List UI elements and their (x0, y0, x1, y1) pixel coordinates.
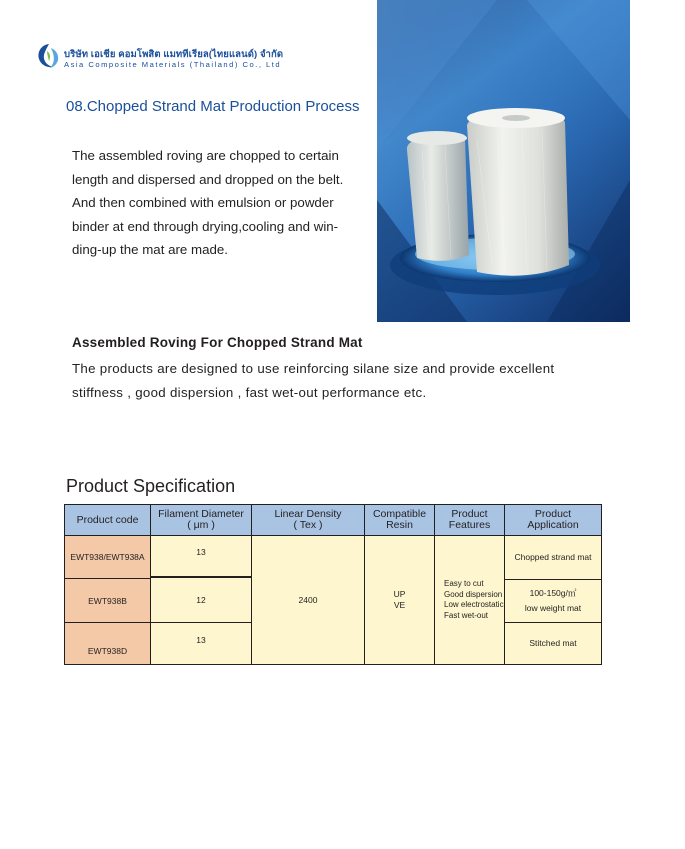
resin-value: UP (393, 589, 406, 599)
header-unit: ( μm ) (187, 519, 215, 531)
intro-line: length and dispersed and dropped on the belt. (72, 171, 344, 187)
product-code: EWT938B (88, 595, 127, 606)
spec-title: Product Specification (66, 476, 236, 496)
product-code: EWT938/EWT938A (70, 552, 145, 562)
feature-item: Fast wet-out (444, 610, 489, 620)
application-value: Stitched mat (529, 638, 577, 648)
spec-table (64, 504, 602, 665)
company-name-thai: บริษัท เอเชีย คอมโพสิต แมททีเรียล(ไทยแลนด์) จำกัด (64, 49, 284, 60)
process-description (72, 144, 377, 262)
application-value: low weight mat (524, 603, 582, 613)
application-cell (504, 535, 602, 580)
header-product-code (64, 504, 151, 536)
filament-cell (150, 622, 252, 665)
feature-item: Good dispersion (444, 589, 503, 599)
header-label: Features (448, 519, 491, 531)
application-cell (504, 579, 602, 623)
header-label: Compatible (372, 508, 427, 520)
company-name-english: Asia Composite Materials (Thailand) Co., Ltd (64, 60, 282, 69)
product-code-cell (64, 578, 151, 623)
product-code-cell (64, 622, 151, 665)
filament-value: 12 (196, 595, 206, 605)
header-compatible-resin (364, 504, 435, 536)
header-product-application (504, 504, 602, 536)
header-filament-diameter (150, 504, 252, 536)
desc-line: stiffness , good dispersion , fast wet-out performance etc. (72, 384, 427, 400)
intro-line: ding-up the mat are made. (72, 242, 228, 257)
filament-value: 13 (196, 547, 206, 557)
intro-line: And then combined with emulsion or powder (72, 195, 334, 210)
header-label: Product (534, 508, 572, 520)
product-title: Assembled Roving For Chopped Strand Mat (72, 335, 363, 350)
header-product-features (434, 504, 505, 536)
features-cell (434, 535, 505, 665)
company-logo-icon (36, 42, 62, 70)
feature-item: Low electrostatic (444, 600, 504, 609)
intro-line: binder at end through drying,cooling and win- (72, 218, 339, 234)
linear-density-cell (251, 535, 365, 665)
header-linear-density (251, 504, 365, 536)
linear-density-value: 2400 (298, 595, 318, 605)
product-description (72, 357, 632, 404)
application-value: Chopped strand mat (514, 552, 592, 562)
company-logo (36, 42, 336, 72)
resin-cell (364, 535, 435, 665)
product-photo (377, 0, 630, 322)
header-label: Filament Diameter (158, 508, 244, 520)
filament-value: 13 (196, 634, 206, 645)
application-value: 100-150g/㎡ (529, 588, 577, 598)
product-code-cell (64, 535, 151, 579)
intro-line: The assembled roving are chopped to certain (72, 148, 339, 163)
section-title: 08.Chopped Strand Mat Production Process (66, 98, 360, 115)
feature-item: Easy to cut (444, 579, 484, 588)
product-code: EWT938D (87, 645, 128, 656)
filament-cell (150, 535, 252, 577)
header-label: Product (451, 508, 488, 520)
header-unit: ( Tex ) (293, 519, 323, 531)
header-label: Product code (76, 514, 139, 526)
desc-line: The products are designed to use reinforcing silane size and provide excellent (72, 361, 555, 376)
application-cell (504, 622, 602, 665)
header-label: Application (527, 519, 579, 531)
header-label: Linear Density (274, 508, 342, 520)
filament-cell (150, 576, 252, 623)
resin-value: VE (393, 600, 406, 610)
fiberglass-roving-spools-icon (377, 0, 630, 322)
header-label: Resin (386, 519, 413, 531)
